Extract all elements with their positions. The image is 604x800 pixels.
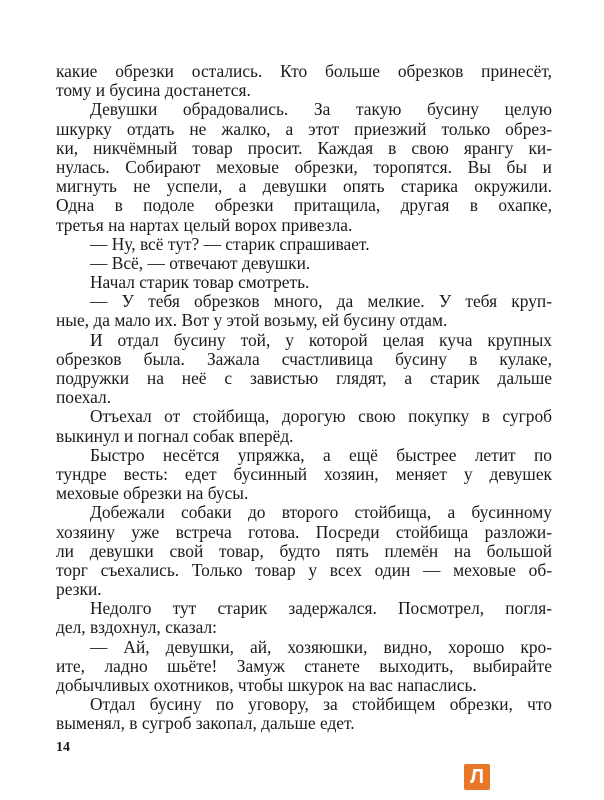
text-line: ные, да мало их. Вот у этой возьму, ей бусину отдам. (56, 311, 448, 331)
text-line: дел, вздохнул, сказал: (56, 618, 217, 638)
text-line: Отъехал от стойбища, дорогую свою покупку в сугроб (90, 407, 552, 427)
text-line: мигнуть не успели, а девушки опять старика окружили. (56, 177, 552, 197)
text-line: подружки на неё с завистью глядят, а старик дальше (56, 369, 552, 388)
text-line: — У тебя обрезков много, да мелкие. У тебя круп- (90, 292, 552, 312)
text-line: Начал старик товар смотреть. (90, 273, 310, 293)
text-line: Быстро несётся упряжка, а ещё быстрее летит по (90, 445, 552, 465)
text-line: ите, ладно шьёте! Замуж станете выходить, выбирайте (56, 656, 552, 676)
text-line: выменял, в сугроб закопал, дальше едет. (56, 714, 355, 734)
text-line: Отдал бусину по уговору, за стойбищем обрезки, что (90, 695, 552, 715)
page-number: 14 (56, 740, 70, 755)
text-line: резки. (56, 580, 102, 600)
text-line: меховые обрезки на бусы. (56, 484, 249, 504)
text-line: хозяину уже встреча готова. Посреди стойбища разложи- (56, 522, 552, 542)
text-line: Недолго тут старик задержался. Посмотрел, погля- (90, 599, 552, 619)
text-line: третья на нартах целый ворох привезла. (56, 215, 353, 235)
text-line: И отдал бусину той, у которой целая куча крупных (90, 330, 552, 350)
text-line: тундре весть: едет бусинный хозяин, меняет у девушек (56, 464, 552, 484)
book-page-text (56, 62, 552, 734)
text-line: тому и бусина достанется. (56, 81, 251, 101)
text-line: ки, никчёмный товар просит. Каждая в свою ярангу ки- (56, 138, 552, 158)
text-line: добычливых охотников, чтобы шкурок на вас напаслись. (56, 676, 477, 695)
text-line: нулась. Собирают меховые обрезки, торопятся. Вы бы и (56, 157, 552, 177)
text-line: — Всё, — отвечают девушки. (90, 253, 311, 273)
text-line: Девушки обрадовались. За такую бусину целую (90, 100, 552, 120)
text-line: обрезков была. Зажала счастливица бусину в кулаке, (56, 349, 552, 369)
text-line: поехал. (56, 388, 112, 408)
text-line: выкинул и погнал собак вперёд. (56, 426, 294, 446)
publisher-logo-icon: Л (464, 764, 490, 790)
text-line: Добежали собаки до второго стойбища, а бусинному (90, 503, 552, 523)
text-line: Одна в подоле обрезки притащила, другая в охапке, (56, 196, 552, 216)
text-line: ли девушки свой товар, будто пять племён на большой (56, 541, 552, 561)
text-line: шкурку отдать не жалко, а этот приезжий только обрез- (56, 119, 552, 139)
text-line: какие обрезки остались. Кто больше обрезков принесёт, (56, 62, 552, 81)
text-line: — Ай, девушки, ай, хозяюшки, видно, хорошо кро- (90, 637, 552, 657)
text-line: — Ну, всё тут? — старик спрашивает. (90, 234, 370, 254)
text-line: торг съехались. Только товар у всех один — меховые об- (56, 560, 552, 580)
